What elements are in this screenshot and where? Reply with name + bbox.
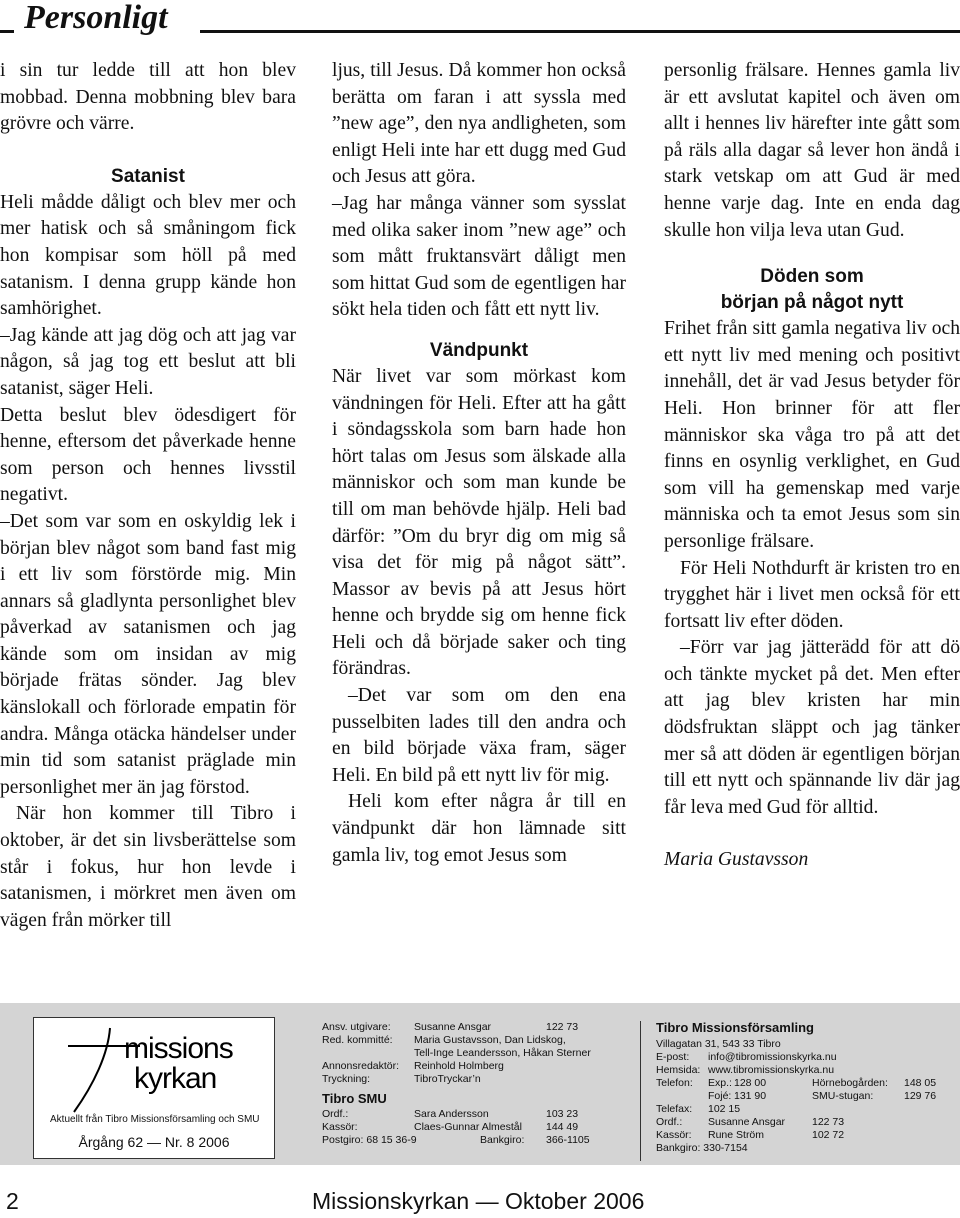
paragraph: ljus, till Jesus. Då kommer hon också berätta om faran i att syssla med ”new age”, den nya andligheten, som enligt Heli inte har ett dugg med Gud och Jesus att göra. (332, 60, 626, 188)
fax-number: 102 15 (708, 1103, 741, 1115)
address-text: Villagatan 31, 543 33 Tibro (656, 1038, 781, 1050)
article-column-3 (664, 58, 960, 874)
smu-number: 103 23 (546, 1108, 579, 1120)
paragraph: i sin tur ledde till att hon blev mobbad. Denna mobbning blev bara grövre och värre. (0, 60, 296, 135)
imprint-value: Tell-Inge Leandersson, Håkan Sterner (414, 1047, 591, 1059)
column-divider (640, 1021, 641, 1161)
church-bankgiro: Bankgiro: 330-7154 (656, 1142, 748, 1154)
church-title: Tibro Missionsförsamling (656, 1020, 814, 1035)
page-header (0, 0, 960, 40)
quote-paragraph: –Jag kände att jag dög och att jag var någon, så jag tog ett beslut att bli satanist, säger Heli. (0, 324, 296, 399)
fax-label: Telefax: (656, 1103, 693, 1115)
phone-row (656, 1090, 956, 1103)
phone-row (656, 1077, 956, 1090)
treasurer-name: Rune Ström (708, 1129, 765, 1141)
smu-row (322, 1108, 622, 1121)
treasurer-number: 102 72 (812, 1129, 845, 1141)
quote-paragraph: –Det var som om den ena pusselbiten lades till den andra och en bild började växa fram, säger Heli. En bild på ett nytt liv för mig. (332, 685, 626, 786)
smu-value: Claes-Gunnar Almestål (414, 1121, 522, 1133)
header-rule (200, 30, 960, 33)
chair-name: Susanne Ansgar (708, 1116, 786, 1128)
header-dash (0, 30, 14, 33)
subheading-doden-line2: början på något nytt (720, 292, 904, 314)
bankgiro-label: Bankgiro: (480, 1134, 525, 1146)
giro-row (322, 1134, 622, 1147)
paragraph: Heli mådde dåligt och blev mer och mer hatisk och så småningom fick hon kompisar som höll på med satanism. I denna grupp kände hon samhörighet. (0, 191, 296, 320)
page-footer (0, 1188, 960, 1218)
web-label: Hemsida: (656, 1064, 701, 1076)
section-title: Personligt (24, 0, 168, 36)
phone-number: 148 05 (904, 1077, 937, 1089)
article-column-1 (0, 58, 296, 934)
imprint-number: 122 73 (546, 1021, 579, 1033)
email-row (656, 1051, 956, 1064)
phone-number: 131 90 (734, 1090, 767, 1102)
paragraph: Heli kom efter några år till en vändpunkt där hon lämnade sitt gamla liv, tog emot Jesus som (332, 791, 626, 866)
treasurer-row (656, 1129, 956, 1142)
smu-title: Tibro SMU (322, 1091, 387, 1106)
phone-dept: Hörnebogården: (812, 1077, 888, 1089)
smu-value: Sara Andersson (414, 1108, 489, 1120)
publication-info: Missionskyrkan — Oktober 2006 (312, 1188, 645, 1214)
logo-card (33, 1017, 275, 1159)
smu-row (322, 1121, 622, 1134)
chair-label: Ordf.: (656, 1116, 683, 1128)
imprint-value: Maria Gustavsson, Dan Lidskog, (414, 1034, 566, 1046)
paragraph: Frihet från sitt gamla negativa liv och ett nytt liv med mening och positivt innehåll, det är vad Jesus betyder för Heli. Hon brinner för att fler människor ska våga tro på att det finns en osynlig verklighet, en Gud som vill ha gemenskap med varje människa och ta emot Jesus som sin personlige frälsare. (664, 318, 960, 552)
imprint-row (322, 1021, 622, 1034)
imprint-value: Reinhold Holmberg (414, 1060, 504, 1072)
address (656, 1038, 956, 1051)
imprint-row (322, 1073, 622, 1086)
imprint-label: Red. kommitté: (322, 1034, 393, 1046)
logo-tagline: Aktuellt från Tibro Missionsförsamling och SMU (50, 1114, 260, 1125)
website-link[interactable]: www.tibromissionskyrka.nu (708, 1064, 835, 1076)
chair-number: 122 73 (812, 1116, 845, 1128)
smu-label: Kassör: (322, 1121, 358, 1133)
quote-paragraph: –Det som var som en oskyldig lek i början blev något som band fast mig i ett liv som förstörde mig. Min annars så gladlynta personlighet blev påverkad av satanismen och jag kände som om insidan av mig började frätas sönder. Jag blev känslokall och förlorade empatin för andra. Många otäcka händelser under min tid som satanist präglade min personlighet mer än jag förstod. (0, 510, 296, 798)
paragraph: För Heli Nothdurft är kristen tro en trygghet här i livet men också för ett fortsatt liv efter döden. (664, 557, 960, 632)
fax-row (656, 1103, 956, 1116)
subheading-satanist: Satanist (111, 165, 185, 187)
church-contact (656, 1021, 956, 1155)
imprint-label: Tryckning: (322, 1073, 371, 1085)
smu-number: 144 49 (546, 1121, 579, 1133)
paragraph: När livet var som mörkast kom vändningen för Heli. Efter att ha gått i söndagsskola som barn hade hon hört talas om Jesus som älskade alla människor och som man kunde be till om man behövde hjälp. Heli bad därför: ”Om du bryr dig om mig så visa det för mig på något sätt”. Massor av bevis på att Jesus hört henne och brydde sig om henne fick Heli och då började saker och ting förändras. (332, 365, 626, 680)
smu-label: Ordf.: (322, 1108, 349, 1120)
imprint-row (322, 1060, 622, 1073)
masthead-box (0, 1003, 960, 1165)
postgiro: Postgiro: 68 15 36-9 (322, 1134, 417, 1146)
imprint-row (322, 1047, 622, 1060)
chair-row (656, 1116, 956, 1129)
bankgiro-value: 366-1105 (546, 1134, 590, 1146)
paragraph: När hon kommer till Tibro i oktober, är det sin livsberättelse som står i fokus, hur hon levde i satanismen, i mörkret men även om vägen från mörker till (0, 803, 296, 931)
imprint-value: Susanne Ansgar (414, 1021, 492, 1033)
phone-label: Telefon: (656, 1077, 693, 1089)
imprint-value: TibroTryckar’n (414, 1073, 481, 1085)
issue-info: Årgång 62 — Nr. 8 2006 (78, 1134, 230, 1150)
imprint-label: Ansv. utgivare: (322, 1021, 391, 1033)
article-column-2 (332, 58, 626, 869)
phone-number: 128 00 (734, 1077, 767, 1089)
logo-text-kyrkan: kyrkan (134, 1062, 217, 1095)
phone-dept: Fojé: (708, 1090, 732, 1102)
logo-text-missions: missions (124, 1032, 233, 1065)
imprint (322, 1021, 622, 1147)
phone-dept: Exp.: (708, 1077, 732, 1089)
author-signature: Maria Gustavsson (664, 849, 809, 871)
page-number: 2 (6, 1188, 19, 1214)
phone-number: 129 76 (904, 1090, 937, 1102)
email-label: E-post: (656, 1051, 690, 1063)
quote-paragraph: –Jag har många vänner som sysslat med olika saker inom ”new age” och som mått fruktansvärt dåligt men som hittat Gud som de egentligen har sökt hela tiden och fått ett nytt liv. (332, 192, 626, 321)
email-link[interactable]: info@tibromissionskyrka.nu (708, 1051, 837, 1063)
subheading-doden-line1: Döden som (760, 266, 864, 288)
treasurer-label: Kassör: (656, 1129, 692, 1141)
phone-dept: SMU-stugan: (812, 1090, 874, 1102)
subheading-vandpunkt: Vändpunkt (429, 339, 529, 361)
web-row (656, 1064, 956, 1077)
imprint-row (322, 1034, 622, 1047)
quote-paragraph: –Förr var jag jätterädd för att dö och tänkte mycket på det. Men efter att jag blev kristen har min dödsfruktan släppt och jag tänker mer så att döden är egentligen början till ett nytt och spännande liv där jag får leva med Gud för alltid. (664, 637, 960, 818)
paragraph: personlig frälsare. Hennes gamla liv är ett avslutat kapitel och även om allt i hennes liv härefter inte gått som på räls alla dagar så lever hon ändå i stark vetskap om att Gud är med henne varje dag. Inte en enda dag skulle hon vilja leva utan Gud. (664, 60, 960, 241)
imprint-label: Annonsredaktör: (322, 1060, 400, 1072)
bankgiro-row (656, 1142, 956, 1155)
paragraph: Detta beslut blev ödesdigert för henne, eftersom det påverkade henne som person och hennes livsstil negativt. (0, 404, 296, 506)
